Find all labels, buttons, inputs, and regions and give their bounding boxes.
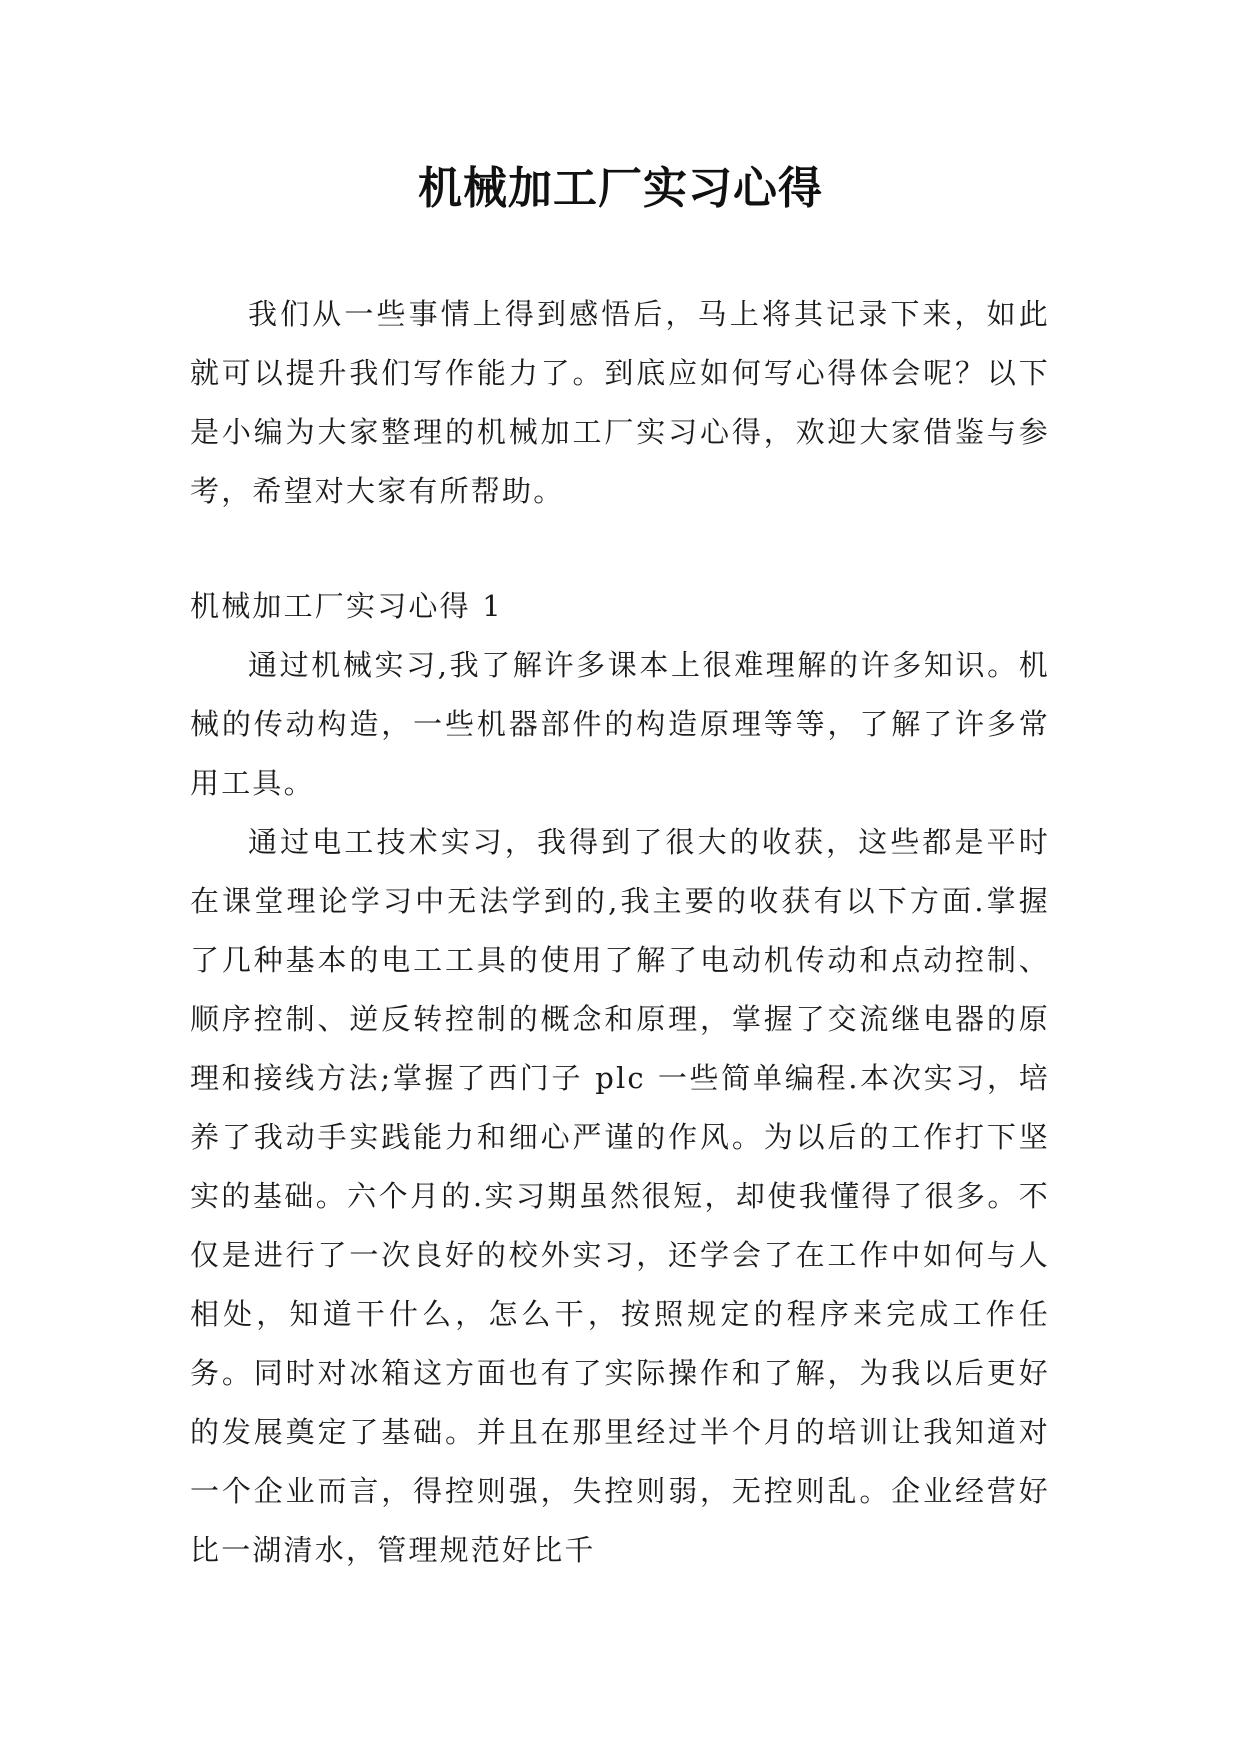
body-paragraph: 通过机械实习,我了解许多课本上很难理解的许多知识。机械的传动构造，一些机器部件的构造原理等等，了解了许多常用工具。 [190, 648, 1050, 800]
section-heading: 机械加工厂实习心得 1 [190, 589, 503, 623]
body-paragraph: 通过电工技术实习，我得到了很大的收获，这些都是平时在课堂理论学习中无法学到的,我主要的收获有以下方面.掌握了几种基本的电工工具的使用了解了电动机传动和点动控制、顺序控制、逆反转控制的概念和原理，掌握了交流继电器的原理和接线方法;掌握了西门子 plc 一些简单编程.本次实习，培养了我动手实践能力和细心严谨的作风。为以后的工作打下坚实的基础。六个月的.实习期虽然很短，却使我懂得了很多。不仅是进行了一次良好的校外实习，还学会了在工作中如何与人相处，知道干什么，怎么干，按照规定的程序来完成工作任务。同时对冰箱这方面也有了实际操作和了解，为我以后更好的发展奠定了基础。并且在那里经过半个月的培训让我知道对一个企业而言，得控则强，失控则弱，无控则乱。企业经营好比一湖清水，管理规范好比千 [190, 825, 1050, 1567]
section-1 [190, 577, 1050, 1580]
document-title: 机械加工厂实习心得 [418, 163, 823, 214]
intro-paragraph: 我们从一些事情上得到感悟后，马上将其记录下来，如此就可以提升我们写作能力了。到底应如何写心得体会呢？以下是小编为大家整理的机械加工厂实习心得，欢迎大家借鉴与参考，希望对大家有所帮助。 [190, 297, 1050, 508]
intro-block [190, 285, 1050, 521]
